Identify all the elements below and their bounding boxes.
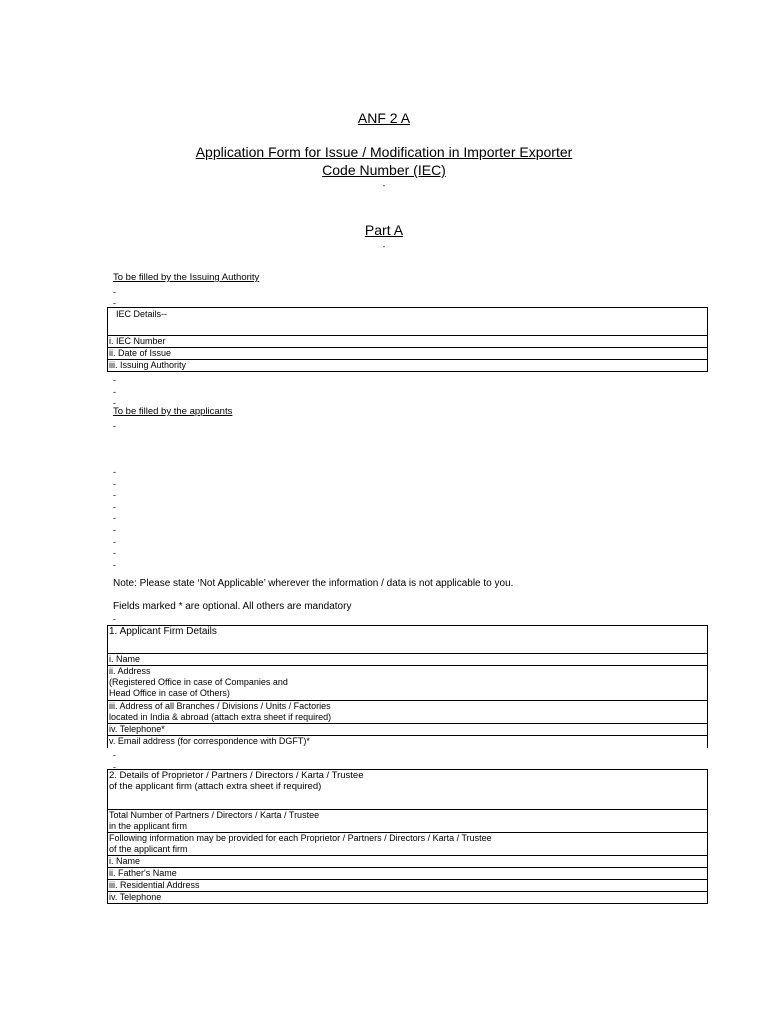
- dash-marker: -: [113, 614, 116, 624]
- dash-marker: -: [113, 750, 116, 760]
- dash-column: [113, 375, 116, 410]
- following-info-line: of the applicant firm: [109, 844, 188, 854]
- applicants-heading: To be filled by the applicants: [113, 406, 233, 417]
- proprietor-details-table: [107, 769, 708, 904]
- firm-details-title: 1. Applicant Firm Details: [108, 626, 708, 654]
- part-heading: Part A: [364, 222, 404, 238]
- dash-marker: -: [113, 524, 116, 535]
- firm-telephone-row: iv. Telephone*: [108, 724, 708, 736]
- dash-marker: -: [113, 298, 116, 308]
- dash-marker: -: [113, 287, 116, 297]
- firm-name-row: i. Name: [108, 654, 708, 666]
- date-of-issue-row: ii. Date of Issue: [108, 348, 708, 360]
- total-partners-line: Total Number of Partners / Directors / Karta / Trustee: [109, 810, 320, 820]
- dash-marker: -: [382, 242, 386, 251]
- not-applicable-note: Note: Please state ‘Not Applicable’ wherever the information / data is not applicable to you.: [113, 578, 514, 589]
- total-partners-row: [108, 810, 708, 833]
- iec-number-row: i. IEC Number: [108, 336, 708, 348]
- firm-address-line: ii. Address: [109, 666, 151, 676]
- dash-marker: -: [113, 501, 116, 512]
- firm-address-row: [108, 666, 708, 701]
- proprietor-telephone-row: iv. Telephone: [108, 892, 708, 904]
- firm-address-line: Head Office in case of Others): [109, 688, 230, 698]
- firm-email-row: v. Email address (for correspondence with DGFT)*: [108, 736, 708, 748]
- dash-marker: -: [113, 761, 116, 772]
- proprietor-title-line: of the applicant firm (attach extra sheet if required): [109, 781, 322, 792]
- dash-column: [113, 467, 116, 571]
- dash-marker: -: [113, 536, 116, 547]
- form-code: ANF 2 A: [357, 110, 411, 126]
- proprietor-name-row: i. Name: [108, 856, 708, 868]
- optional-fields-note: Fields marked * are optional. All others are mandatory: [113, 601, 352, 612]
- form-title-line2: Code Number (IEC): [322, 162, 446, 178]
- following-info-line: Following information may be provided for each Proprietor / Partners / Directors / Karta / Trustee: [109, 833, 492, 843]
- firm-branches-line: located in India & abroad (attach extra sheet if required): [109, 712, 332, 722]
- issuing-authority-heading: To be filled by the Issuing Authority: [113, 272, 260, 283]
- proprietor-details-title: [108, 770, 708, 810]
- firm-branches-line: iii. Address of all Branches / Divisions / Units / Factories: [109, 701, 331, 711]
- dash-marker: -: [382, 181, 386, 190]
- dash-marker: -: [113, 386, 116, 397]
- dash-marker: -: [113, 490, 116, 501]
- dash-marker: -: [113, 548, 116, 559]
- firm-branches-row: [108, 701, 708, 724]
- following-info-row: [108, 833, 708, 856]
- dash-marker: -: [113, 513, 116, 524]
- issuing-authority-row: iii. Issuing Authority: [108, 360, 708, 372]
- father-name-row: ii. Father's Name: [108, 868, 708, 880]
- dash-marker: -: [113, 559, 116, 570]
- proprietor-title-line: 2. Details of Proprietor / Partners / Directors / Karta / Trustee: [109, 770, 364, 781]
- dash-marker: -: [113, 467, 116, 477]
- iec-details-title: IEC Details--: [108, 308, 708, 336]
- iec-details-table: [107, 307, 708, 372]
- total-partners-line: in the applicant firm: [109, 821, 188, 831]
- applicant-firm-table: [107, 625, 708, 748]
- residential-address-row: iii. Residential Address: [108, 880, 708, 892]
- dash-marker: -: [113, 421, 116, 431]
- firm-address-line: (Registered Office in case of Companies and: [109, 677, 288, 687]
- dash-marker: -: [113, 398, 116, 409]
- form-title-line1: Application Form for Issue / Modification in Importer Exporter: [195, 144, 573, 160]
- dash-marker: -: [113, 478, 116, 489]
- dash-marker: -: [113, 375, 116, 385]
